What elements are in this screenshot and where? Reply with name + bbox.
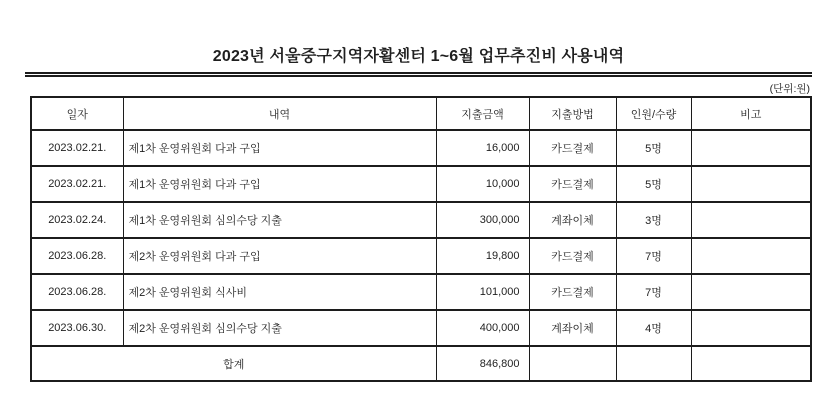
column-header-date: 일자 — [31, 97, 123, 130]
method-cell: 카드결제 — [529, 166, 616, 202]
count-cell: 7명 — [616, 274, 691, 310]
date-cell: 2023.06.28. — [31, 238, 123, 274]
date-cell: 2023.06.30. — [31, 310, 123, 346]
description-cell: 제1차 운영위원회 다과 구입 — [123, 166, 436, 202]
table-row — [31, 238, 811, 274]
total-label-cell: 합계 — [31, 346, 436, 381]
total-amount-cell: 846,800 — [436, 346, 529, 381]
table-row — [31, 274, 811, 310]
total-method-cell — [529, 346, 616, 381]
column-header-method: 지출방법 — [529, 97, 616, 130]
table-row — [31, 166, 811, 202]
note-cell — [691, 274, 811, 310]
note-cell — [691, 202, 811, 238]
count-cell: 5명 — [616, 166, 691, 202]
total-row — [31, 346, 811, 381]
title-divider-rule — [25, 72, 812, 77]
table-row — [31, 202, 811, 238]
amount-cell: 101,000 — [436, 274, 529, 310]
unit-label: (단위:원) — [769, 83, 810, 95]
note-cell — [691, 310, 811, 346]
column-header-note: 비고 — [691, 97, 811, 130]
amount-cell: 16,000 — [436, 130, 529, 166]
total-note-cell — [691, 346, 811, 381]
date-cell: 2023.02.21. — [31, 166, 123, 202]
table-row — [31, 130, 811, 166]
count-cell: 4명 — [616, 310, 691, 346]
description-cell: 제2차 운영위원회 심의수당 지출 — [123, 310, 436, 346]
note-cell — [691, 238, 811, 274]
method-cell: 카드결제 — [529, 238, 616, 274]
page-title: 2023년 서울중구지역자활센터 1~6월 업무추진비 사용내역 — [212, 48, 625, 65]
date-cell: 2023.02.21. — [31, 130, 123, 166]
table-header-row — [31, 97, 811, 130]
description-cell: 제1차 운영위원회 심의수당 지출 — [123, 202, 436, 238]
expense-table — [30, 96, 812, 382]
method-cell: 계좌이체 — [529, 202, 616, 238]
method-cell: 카드결제 — [529, 274, 616, 310]
total-count-cell — [616, 346, 691, 381]
note-cell — [691, 166, 811, 202]
date-cell: 2023.02.24. — [31, 202, 123, 238]
description-cell: 제1차 운영위원회 다과 구입 — [123, 130, 436, 166]
method-cell: 계좌이체 — [529, 310, 616, 346]
note-cell — [691, 130, 811, 166]
amount-cell: 10,000 — [436, 166, 529, 202]
count-cell: 5명 — [616, 130, 691, 166]
column-header-count: 인원/수량 — [616, 97, 691, 130]
amount-cell: 19,800 — [436, 238, 529, 274]
amount-cell: 400,000 — [436, 310, 529, 346]
column-header-amount: 지출금액 — [436, 97, 529, 130]
count-cell: 7명 — [616, 238, 691, 274]
count-cell: 3명 — [616, 202, 691, 238]
amount-cell: 300,000 — [436, 202, 529, 238]
date-cell: 2023.06.28. — [31, 274, 123, 310]
column-header-description: 내역 — [123, 97, 436, 130]
table-row — [31, 310, 811, 346]
description-cell: 제2차 운영위원회 다과 구입 — [123, 238, 436, 274]
description-cell: 제2차 운영위원회 식사비 — [123, 274, 436, 310]
method-cell: 카드결제 — [529, 130, 616, 166]
